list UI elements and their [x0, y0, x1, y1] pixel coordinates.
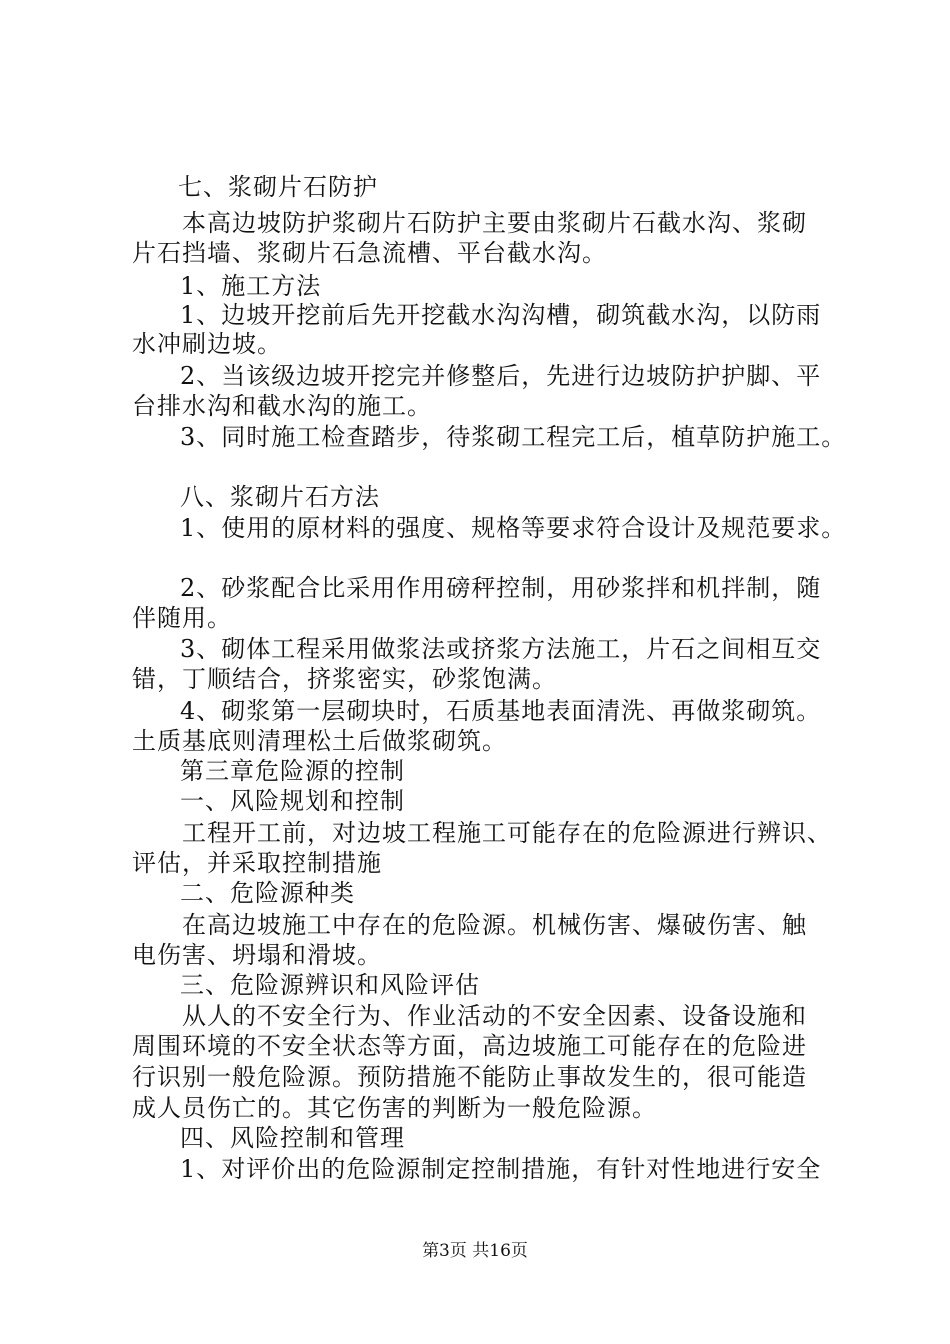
paragraph-line: 4、砌浆第一层砌块时，石质基地表面清洗、再做浆砌筑。	[180, 697, 822, 725]
paragraph-line: 2、当该级边坡开挖完并修整后，先进行边坡防护护脚、平	[180, 362, 822, 390]
paragraph-line: 评估，并采取控制措施	[132, 849, 382, 877]
paragraph-line: 错，丁顺结合，挤浆密实，砂浆饱满。	[132, 665, 557, 693]
paragraph-line: 1、使用的原材料的强度、规格等要求符合设计及规范要求。	[180, 514, 847, 542]
section-heading: 八、浆砌片石方法	[180, 483, 380, 511]
paragraph-line: 从人的不安全行为、作业活动的不安全因素、设备设施和	[182, 1002, 807, 1030]
paragraph-line: 2、砂浆配合比采用作用磅秤控制，用砂浆拌和机拌制，随	[180, 574, 822, 602]
page-footer: 第3页 共16页	[422, 1241, 528, 1261]
paragraph-line: 在高边坡施工中存在的危险源。机械伤害、爆破伤害、触	[182, 911, 807, 939]
section-heading: 七、浆砌片石防护	[178, 173, 378, 201]
paragraph-line: 工程开工前，对边坡工程施工可能存在的危险源进行辨识、	[182, 819, 832, 847]
section-heading: 四、风险控制和管理	[180, 1124, 405, 1152]
chapter-heading: 第三章危险源的控制	[180, 757, 405, 785]
paragraph-line: 1、边坡开挖前后先开挖截水沟沟槽，砌筑截水沟，以防雨	[180, 301, 822, 329]
paragraph-line: 成人员伤亡的。其它伤害的判断为一般危险源。	[132, 1094, 657, 1122]
paragraph-line: 3、同时施工检查踏步，待浆砌工程完工后，植草防护施工。	[180, 423, 847, 451]
paragraph-line: 本高边坡防护浆砌片石防护主要由浆砌片石截水沟、浆砌	[182, 209, 807, 237]
section-heading: 三、危险源辨识和风险评估	[180, 971, 480, 999]
paragraph-line: 台排水沟和截水沟的施工。	[132, 392, 432, 420]
paragraph-line: 1、对评价出的危险源制定控制措施，有针对性地进行安全	[180, 1155, 822, 1183]
paragraph-line: 土质基底则清理松土后做浆砌筑。	[132, 727, 507, 755]
paragraph-line: 3、砌体工程采用做浆法或挤浆方法施工，片石之间相互交	[180, 635, 822, 663]
paragraph-line: 伴随用。	[132, 604, 232, 632]
paragraph-line: 电伤害、坍塌和滑坡。	[132, 941, 382, 969]
section-heading: 二、危险源种类	[180, 879, 355, 907]
section-heading: 1、施工方法	[180, 272, 322, 300]
paragraph-line: 水冲刷边坡。	[132, 330, 282, 358]
paragraph-line: 行识别一般危险源。预防措施不能防止事故发生的，很可能造	[132, 1063, 807, 1091]
paragraph-line: 周围环境的不安全状态等方面，高边坡施工可能存在的危险进	[132, 1032, 807, 1060]
section-heading: 一、风险规划和控制	[180, 787, 405, 815]
paragraph-line: 片石挡墙、浆砌片石急流槽、平台截水沟。	[132, 239, 607, 267]
